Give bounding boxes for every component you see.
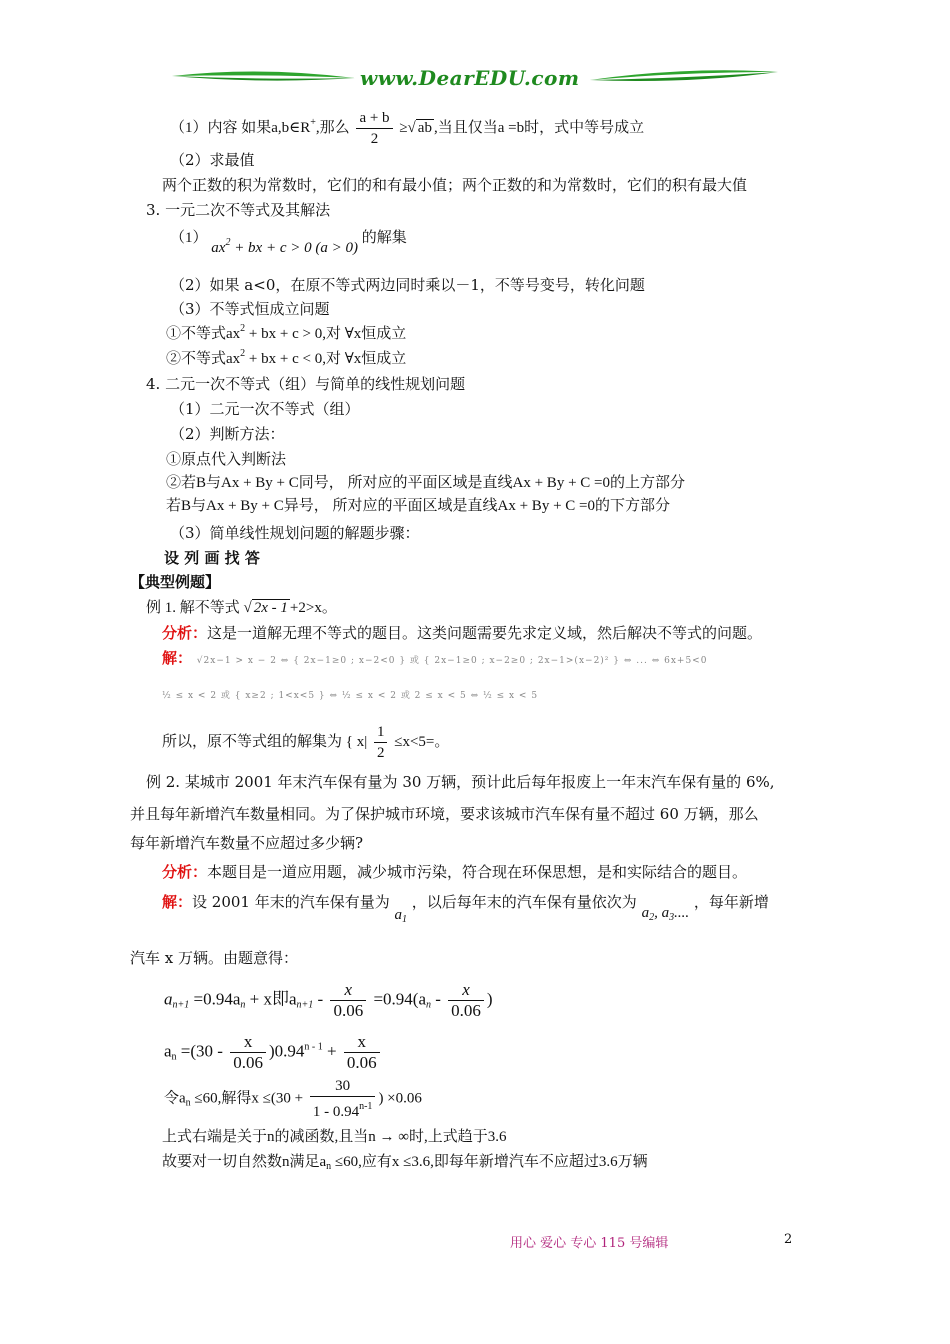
a2-a3-symbols xyxy=(642,905,690,921)
superscript: n-1 xyxy=(359,1101,373,1112)
subscript: n xyxy=(185,1097,191,1109)
section-heading-3: 3. 一元二次不等式及其解法 xyxy=(146,201,331,219)
text: ) xyxy=(486,989,493,1009)
fraction xyxy=(330,980,366,1021)
content-line-8 xyxy=(166,322,406,343)
page-number: 2 xyxy=(784,1232,793,1247)
text: 1 - 0.94 xyxy=(312,1104,360,1120)
content-line-5 xyxy=(170,226,407,256)
text: ①不等式ax xyxy=(166,326,241,342)
text: （1）内容 如果a,b∈R xyxy=(170,119,311,136)
numerator: x xyxy=(448,980,484,1001)
geq-symbol: ≥ xyxy=(399,119,408,136)
content-line-6: （2）如果 a<0，在原不等式两边同时乘以－1，不等号变号，转化问题 xyxy=(170,276,645,294)
equation-3 xyxy=(164,1076,422,1122)
solution-label: 解： xyxy=(162,649,193,667)
denominator: 0.06 xyxy=(333,1001,364,1020)
numerator: a + b xyxy=(356,108,392,129)
equation-2 xyxy=(164,1032,383,1073)
text: =0.94a xyxy=(189,989,241,1009)
text: a xyxy=(164,989,173,1009)
analysis-1 xyxy=(162,622,762,643)
sqrt-content: 2x - 1 xyxy=(253,600,288,616)
text: )0.94 xyxy=(268,1041,305,1061)
analysis-2 xyxy=(162,861,747,882)
typical-examples-heading: 【典型例题】 xyxy=(130,573,221,591)
equation-4: 上式右端是关于n的减函数,且当n → ∞时,上式趋于3.6 xyxy=(162,1129,507,1145)
text: （1） xyxy=(170,230,208,246)
numerator: 1 xyxy=(374,722,388,743)
text: a xyxy=(164,1041,172,1061)
text: =(30 - xyxy=(176,1041,223,1061)
text: ，每年新增 xyxy=(693,893,769,911)
superscript: 2 xyxy=(240,323,246,334)
content-line-3: 两个正数的积为常数时，它们的和有最小值；两个正数的和为常数时，它们的积有最大值 xyxy=(162,176,748,194)
subscript: 3 xyxy=(669,912,675,923)
site-header xyxy=(170,62,780,98)
a1-symbol xyxy=(395,907,408,923)
example-2-line-1: 例 2. 某城市 2001 年末汽车保有量为 30 万辆，预计此后每年报废上一年末汽车保有量的 6%, xyxy=(146,773,775,791)
text: ax xyxy=(211,240,226,256)
text: 令a xyxy=(164,1090,186,1107)
analysis-text: 这是一道解无理不等式的题目。这类问题需要先求定义域，然后解决不等式的问题。 xyxy=(207,624,763,642)
analysis-label: 分析： xyxy=(162,863,208,881)
subscript: n xyxy=(326,1161,332,1172)
fraction xyxy=(374,722,388,763)
superscript: n - 1 xyxy=(304,1041,323,1053)
denominator: 0.06 xyxy=(233,1053,263,1072)
example-2-line-2: 并且每年新增汽车数量相同。为了保护城市环境，要求该城市汽车保有量不超过 60 万辆，那么 xyxy=(130,805,759,823)
fraction xyxy=(356,108,392,149)
text: , a xyxy=(654,905,670,921)
section-heading-4: 4. 二元一次不等式（组）与简单的线性规划问题 xyxy=(146,375,466,393)
text: + xyxy=(322,1041,337,1061)
text: ，以后每年末的汽车保有量依次为 xyxy=(411,893,637,911)
content-line-13: ①原点代入判断法 xyxy=(166,450,287,468)
inequality-formula xyxy=(211,237,358,256)
content-line-7: （3）不等式恒成立问题 xyxy=(170,300,330,318)
text: + x即a xyxy=(245,989,297,1009)
solution-formula-image: √2x−1 > x − 2 ⇔ { 2x−1≥0 ; x−2<0 } 或 { 2x−1≥0 ; x−2≥0 ; 2x−1>(x−2)² } ⇔ ... ⇔ 6x+5<0 xyxy=(196,656,708,666)
text: - xyxy=(313,989,324,1009)
content-line-15: 若B与Ax + By + C异号， 所对应的平面区域是直线Ax + By + C =0的下方部分 xyxy=(166,498,670,514)
example-2-line-3: 每年新增汽车数量不应超过多少辆? xyxy=(130,834,364,852)
analysis-text: 本题目是一道应用题，减少城市污染，符合现在环保思想，是和实际结合的题目。 xyxy=(207,863,748,881)
subscript: n xyxy=(426,999,431,1011)
text: ≤x<5=。 xyxy=(394,733,450,750)
site-brand[interactable]: www.DearEDU.com xyxy=(360,66,580,90)
numerator: x xyxy=(230,1032,266,1053)
content-line-2: （2）求最值 xyxy=(170,151,255,169)
subscript: n+1 xyxy=(296,999,314,1011)
fraction xyxy=(344,1032,380,1073)
equation-5 xyxy=(162,1150,648,1172)
numerator: 30 xyxy=(310,1076,376,1097)
denominator: 2 xyxy=(370,131,379,147)
fraction xyxy=(230,1032,266,1073)
text: 的解集 xyxy=(361,230,407,246)
text: 所以，原不等式组的解集为 { x| xyxy=(162,733,368,750)
content-line-12: （2）判断方法： xyxy=(170,425,285,443)
subscript: 2 xyxy=(649,912,655,923)
text: ≤60,解得x ≤(30 + xyxy=(190,1090,304,1107)
content-line-1: （1）内容 如果a,b∈R+,那么 $\frac{a + b}{2}$ ≥√ ab ,当且仅当a =b时，式中等号成立 xyxy=(170,110,645,147)
superscript: + xyxy=(310,116,316,128)
text: ,当且仅当a =b时，式中等号成立 xyxy=(433,119,645,136)
text: +2>x。 xyxy=(289,600,337,616)
subscript: n xyxy=(240,999,246,1011)
solution-1-line-1 xyxy=(162,647,707,668)
solution-1-conclusion xyxy=(162,722,449,763)
text: + bx + c < 0,对 ∀x恒成立 xyxy=(245,351,407,367)
denominator: 0.06 xyxy=(346,1053,377,1072)
solution-2-line-2: 汽车 x 万辆。由题意得： xyxy=(130,949,298,967)
text: ) ×0.06 xyxy=(378,1090,422,1107)
text: .... xyxy=(674,905,690,921)
footer-editor-note: 用心 爱心 专心 115 号编辑 xyxy=(510,1236,669,1251)
text: + bx + c > 0,对 ∀x恒成立 xyxy=(245,326,407,342)
example-1-statement: 例 1. 解不等式 √ 2x - 1 +2>x。 xyxy=(146,600,337,616)
text: 故要对一切自然数n满足a xyxy=(162,1154,327,1170)
content-line-16: （3）简单线性规划问题的解题步骤： xyxy=(170,524,420,542)
denominator: 0.06 xyxy=(451,1001,481,1020)
fraction xyxy=(310,1076,376,1122)
subscript: n xyxy=(171,1051,177,1063)
text: =0.94(a xyxy=(373,989,426,1009)
analysis-label: 分析： xyxy=(162,624,208,642)
text: 设 2001 年末的汽车保有量为 xyxy=(192,893,390,911)
text: a xyxy=(394,907,403,923)
numerator: x xyxy=(344,1032,380,1053)
text: ,那么 xyxy=(315,119,350,136)
text: ②不等式ax xyxy=(166,351,241,367)
superscript: 2 xyxy=(240,348,246,359)
text: - xyxy=(431,989,441,1009)
text: 例 1. 解不等式 xyxy=(146,600,240,616)
sqrt-content: ab xyxy=(417,119,432,136)
superscript: 2 xyxy=(225,237,231,248)
denominator xyxy=(310,1097,376,1122)
content-line-11: （1）二元一次不等式（组） xyxy=(170,400,360,418)
solution-2-line-1 xyxy=(162,891,769,925)
steps-line: 设 列 画 找 答 xyxy=(164,549,260,567)
content-line-14: ②若B与Ax + By + C同号， 所对应的平面区域是直线Ax + By + C =0的上方部分 xyxy=(166,475,685,491)
numerator: x xyxy=(330,980,366,1001)
denominator: 2 xyxy=(376,745,385,761)
solution-1-line-2 xyxy=(162,684,538,702)
solution-formula-image: ½ ≤ x < 2 或 { x≥2 ; 1<x<5 } ⇔ ½ ≤ x < 2 或 2 ≤ x < 5 ⇔ ½ ≤ x < 5 xyxy=(162,691,539,701)
text: ≤60,应有x ≤3.6,即每年新增汽车不应超过3.6万辆 xyxy=(331,1154,648,1170)
subscript: 1 xyxy=(402,914,408,925)
fraction xyxy=(448,980,484,1021)
text: a xyxy=(641,905,650,921)
solution-label: 解： xyxy=(162,893,193,911)
subscript: n+1 xyxy=(172,999,190,1011)
content-line-9 xyxy=(166,347,406,368)
text: + bx + c > 0 (a > 0) xyxy=(230,240,358,256)
equation-1 xyxy=(164,980,493,1021)
